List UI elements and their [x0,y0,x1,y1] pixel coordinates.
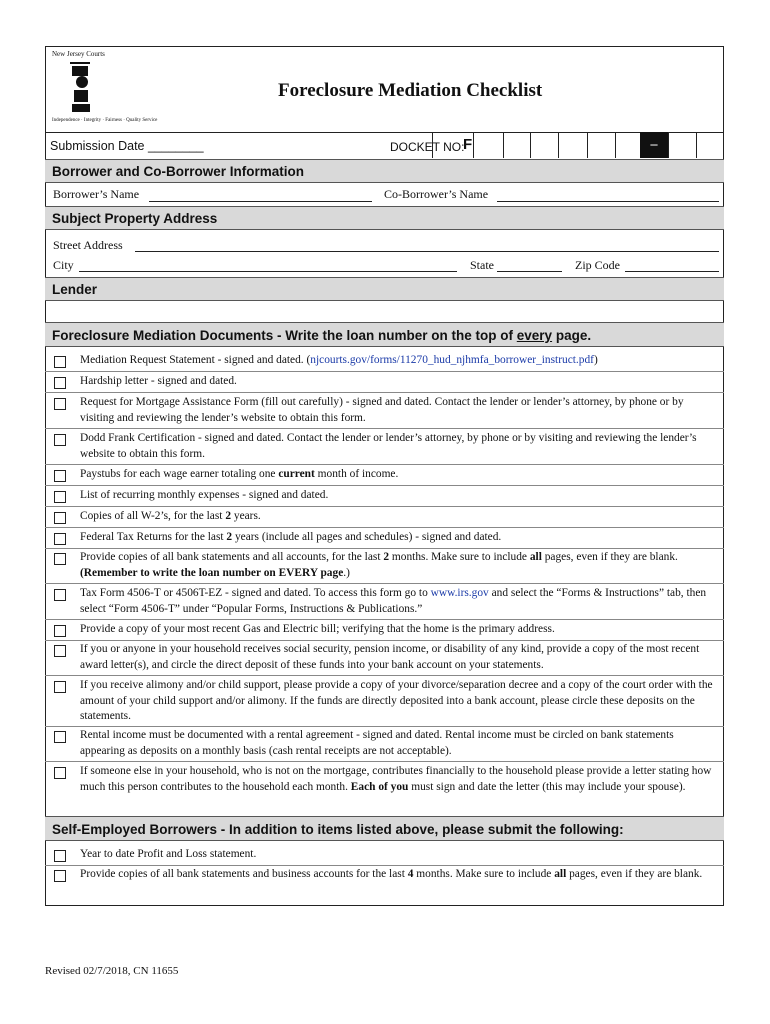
checkbox-household-contribution[interactable] [54,767,66,779]
item-text: months. Make sure to include [413,868,555,880]
item-w2 [80,509,720,525]
docket-box-3[interactable] [503,132,504,158]
checkbox-alimony[interactable] [54,681,66,693]
divider [45,464,724,465]
divider [45,761,724,762]
coborrower-name-input[interactable] [497,201,719,202]
checkbox-profit-loss[interactable] [54,850,66,862]
item-paystubs [80,467,720,483]
docket-prefix: F [463,136,473,153]
item-emphasis: (Remember to write the loan number on EVERY page [80,566,344,579]
submission-row [45,132,724,159]
item-emphasis: 2 [225,510,232,522]
docket-box-7[interactable] [615,132,616,158]
item-emphasis: all [529,551,542,563]
item-text: Tax Form 4506-T or 4506T-EZ - signed and dated. To access this form go to [80,587,431,599]
item-profit-loss: Year to date Profit and Loss statement. [80,848,257,860]
item-emphasis: 4 [407,868,414,880]
item-tax-returns [80,530,720,546]
divider [45,392,724,393]
logo-bottom-text: Independence · Integrity · Fairness · Quality Service [52,118,158,123]
borrower-name-label: Borrower’s Name [53,187,140,201]
item-text: years (include all pages and schedules) - signed and dated. [232,531,502,543]
checkbox-utility-bill[interactable] [54,625,66,637]
docket-box-4[interactable] [530,132,531,158]
divider [45,548,724,549]
borrower-section-header: Borrower and Co-Borrower Information [45,159,724,183]
checkbox-w2[interactable] [54,512,66,524]
coborrower-name-label: Co-Borrower’s Name [384,187,489,201]
item-dodd-frank: Dodd Frank Certification - signed and dated. Contact the lender or lender’s attorney, by phone or by visiting and reviewing the lender’s website to obtain this form. [80,432,697,460]
item-award-letters: If you or anyone in your household receives social security, pension income, or disability of any kind, provide a copy of the most recent award letter(s), and circle the direct deposit of these funds into your bank account on your statements. [80,643,700,671]
item-text: .) [343,566,350,579]
checkbox-tax-returns[interactable] [54,533,66,545]
property-section-header: Subject Property Address [45,206,724,230]
documents-heading-pre: Foreclosure Mediation Documents - Write the loan number on the top of [52,328,517,343]
item-household-contribution [80,764,720,795]
divider [45,527,724,528]
item-text: months. Make sure to include [389,551,530,563]
divider [45,485,724,486]
state-input[interactable] [497,271,562,272]
zip-code-label: Zip Code [575,258,620,272]
street-address-input[interactable] [135,251,719,252]
checkbox-tax-form-4506[interactable] [54,589,66,601]
item-expenses: List of recurring monthly expenses - signed and dated. [80,489,329,501]
borrower-name-input[interactable] [149,201,372,202]
logo-top-text: New Jersey Courts [52,50,105,58]
page-title: Foreclosure Mediation Checklist [278,80,543,101]
submission-date-field[interactable]: Submission Date ________ [50,139,204,153]
item-mediation-request [80,353,720,369]
documents-heading-post: page. [552,328,592,343]
checkbox-award-letters[interactable] [54,645,66,657]
docket-label: DOCKET NO: [390,140,465,154]
docket-box-6[interactable] [587,132,588,158]
item-text: month of income. [314,468,399,480]
item-alimony: If you receive alimony and/or child support, please provide a copy of your divorce/separation decree and a copy of the court order with the amount of your child support and/or alimony. If the funds are directly deposited into a bank account, please circle these deposits on the statements. [80,679,713,722]
lender-input[interactable] [45,301,724,322]
item-text: Provide copies of all bank statements and business accounts for the last [80,868,408,880]
item-business-statements [80,867,720,883]
item-text: and select the “Forms & Instructions” tab, then select “Form 4506-T” under “Popular Forms, Instructions & Publications.” [80,587,707,615]
city-label: City [53,258,74,272]
state-label: State [470,258,494,272]
item-emphasis: current [278,468,315,480]
docket-box-5[interactable] [558,132,559,158]
item-emphasis: all [554,868,567,880]
item-text: pages, even if they are blank. [566,868,703,880]
item-text: must sign and date the letter (this may include your spouse). [408,780,686,793]
item-text: pages, even if they are blank. [541,551,678,563]
zip-code-input[interactable] [625,271,719,272]
item-text: If someone else in your household, who is not on the mortgage, contributes financially to the household please provide a letter stating how much this person contributes to the household each month. [80,765,712,793]
item-text: Federal Tax Returns for the last [80,531,227,543]
docket-box-1[interactable] [432,132,433,158]
divider [45,506,724,507]
item-emphasis: 2 [383,551,390,563]
revision-footer: Revised 02/7/2018, CN 11655 [45,965,179,977]
item-tax-form-4506 [80,586,720,617]
divider [45,675,724,676]
divider [45,619,724,620]
irs-link[interactable]: www.irs.gov [430,587,489,599]
city-input[interactable] [79,271,457,272]
checkbox-rma-form[interactable] [54,398,66,410]
item-emphasis: 2 [226,531,233,543]
checkbox-hardship-letter[interactable] [54,377,66,389]
item-text: Mediation Request Statement - signed and dated. ( [80,354,311,366]
item-emphasis: Each of you [350,780,409,793]
item-bank-statements [80,550,720,581]
documents-section-header [45,322,724,347]
lender-section-header: Lender [45,277,724,301]
divider [45,726,724,727]
item-text: years. [231,510,261,522]
docket-box-8[interactable] [668,132,669,158]
documents-heading-emphasis: every [516,328,553,343]
item-hardship-letter: Hardship letter - signed and dated. [80,375,237,387]
item-text: Paystubs for each wage earner totaling one [80,468,279,480]
checkbox-expenses[interactable] [54,491,66,503]
nj-courts-logo [52,50,158,128]
street-address-label: Street Address [53,238,123,252]
item-rma-form: Request for Mortgage Assistance Form (fill out carefully) - signed and dated. Contact the lender or lender’s attorney, by phone or by visiting and reviewing the lender’s website to obtain this form. [80,396,684,424]
checkbox-business-statements[interactable] [54,870,66,882]
divider [45,583,724,584]
self-employed-section-header: Self-Employed Borrowers - In addition to items listed above, please submit the following: [45,816,724,841]
checkbox-bank-statements[interactable] [54,553,66,565]
item-text: ) [593,354,598,366]
docket-box-9[interactable] [696,132,697,158]
item-rental-income: Rental income must be documented with a rental agreement - signed and dated. Rental income must be circled on bank statements appearing as deposits on a monthly basis (cash rental receipts are not acceptable). [80,729,674,757]
checkbox-mediation-request[interactable] [54,356,66,368]
checkbox-dodd-frank[interactable] [54,434,66,446]
divider [45,865,724,866]
item-text: Copies of all W-2’s, for the last [80,510,226,522]
court-seal-icon [68,60,92,116]
divider [45,371,724,372]
item-utility-bill: Provide a copy of your most recent Gas and Electric bill; verifying that the home is the primary address. [80,623,555,635]
divider [45,428,724,429]
docket-dash: – [640,132,668,158]
njcourts-form-link[interactable]: njcourts.gov/forms/11270_hud_njhmfa_borrower_instruct.pdf [310,354,594,366]
checkbox-paystubs[interactable] [54,470,66,482]
docket-box-2[interactable] [473,132,474,158]
checkbox-rental-income[interactable] [54,731,66,743]
divider [45,640,724,641]
item-text: Provide copies of all bank statements and all accounts, for the last [80,551,384,563]
